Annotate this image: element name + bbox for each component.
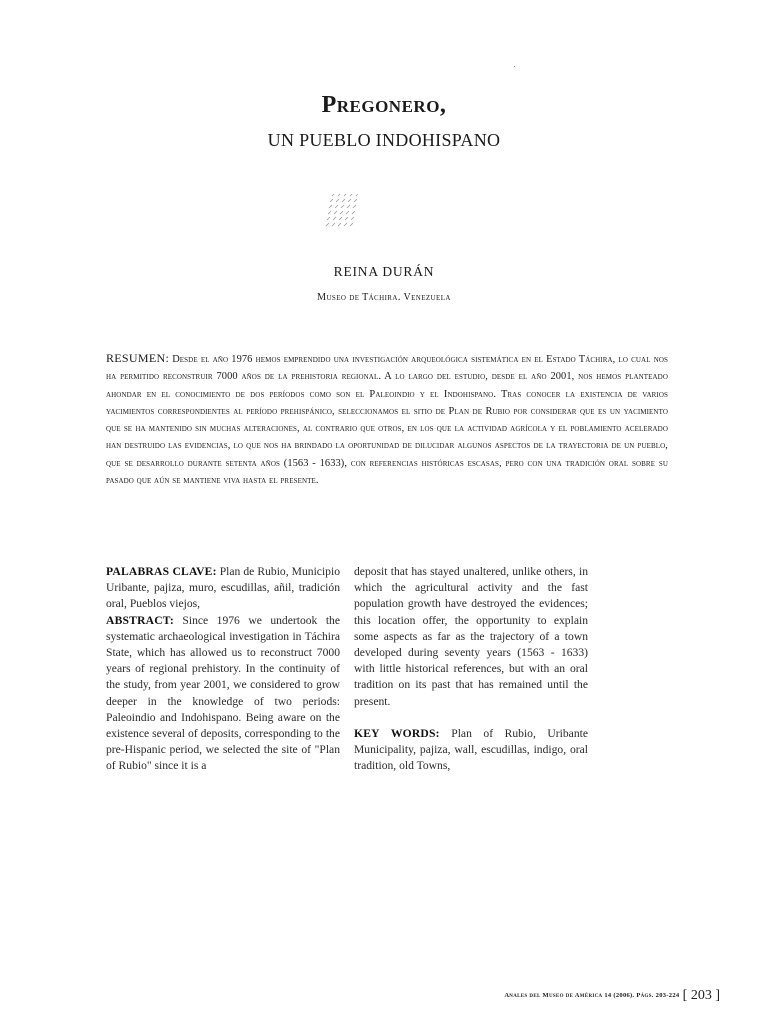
abstract-label: ABSTRACT:: [106, 613, 174, 627]
scan-speck: [514, 66, 515, 67]
key-words-paragraph: [354, 726, 588, 775]
article-subtitle: UN PUEBLO INDOHISPANO: [267, 130, 501, 150]
key-words-label: KEY WORDS:: [354, 726, 440, 740]
abstract-paragraph: [106, 613, 340, 775]
journal-citation: Anales del Museo de América 14 (2006). Págs. 203-224: [504, 992, 680, 999]
article-title: Pregonero,: [321, 92, 447, 118]
resumen-block: [106, 350, 668, 489]
resumen-label: RESUMEN:: [106, 351, 170, 365]
palabras-clave-label: PALABRAS CLAVE:: [106, 565, 217, 578]
resumen-text: Desde el año 1976 hemos emprendido una investigación arqueológica sistemática en el Estado Táchira, lo cual nos ha permitido reconstruir 7000 años de la prehistoria regional. A lo largo del estudio, desde el año 2001, nos hemos planteado ahondar en el conocimiento de dos períodos como son el Paleoindio y el Indohispano. Tras conocer la existencia de varios yacimientos correspondientes al período prehispánico, seleccionamos el sitio de Plan de Rubio por considerar que es un yacimiento que se ha mantenido sin muchas alteraciones, al contrario que otros, en los que la actividad agrícola y el poblamiento acelerado han destruido las evidencias, lo que nos ha brindado la oportunidad de dilucidar algunos aspectos de la trayectoria de un pueblo, que se desarrollo durante setenta años (1563 - 1633), con referencias históricas escasas, pero con una tradición oral sobre su pasado que aún se mantiene viva hasta el presente.: [106, 354, 668, 487]
palabras-clave-text: Plan de Rubio, Municipio Uribante, pajiza, muro, escudillas, añil, tradición oral, Pueblos viejos,: [106, 565, 340, 611]
abstract-text: Since 1976 we undertook the systematic archaeological investigation in Táchira State, which has allowed us to reconstruct 7000 years of regional prehistory. In the continuity of the study, from year 2001, we considered to grow deeper in the knowledge of two periods: Paleoindio and Indohispano. Being aware on the existence several of deposits, corresponding to the pre-Hispanic period, we selected the site of "Plan of Rubio" since it is a: [106, 613, 340, 773]
right-column: [354, 564, 588, 774]
paragraph-spacer: [354, 710, 588, 726]
page-footer: [440, 987, 720, 1004]
page-number: [ 203 ]: [682, 988, 720, 1003]
left-column: [106, 564, 340, 775]
key-words-text: Plan of Rubio, Uribante Municipality, pajiza, wall, escudillas, indigo, oral tradition, old Towns,: [354, 726, 588, 773]
author-name: REINA DURÁN: [333, 264, 435, 279]
palabras-clave-paragraph: [106, 564, 340, 613]
abstract-continuation: deposit that has stayed unaltered, unlike others, in which the agricultural activity and the fast population growth have destroyed the evidences; this location offer, the opportunity to explain some aspects as far as the trajectory of a town developed during seventy years (1563 - 1633) with little historical references, but with an oral tradition on its past that has remained until the present.: [354, 565, 588, 708]
stamp-ornament-icon: [322, 192, 362, 232]
author-affiliation: Museo de Táchira. Venezuela: [317, 292, 451, 303]
